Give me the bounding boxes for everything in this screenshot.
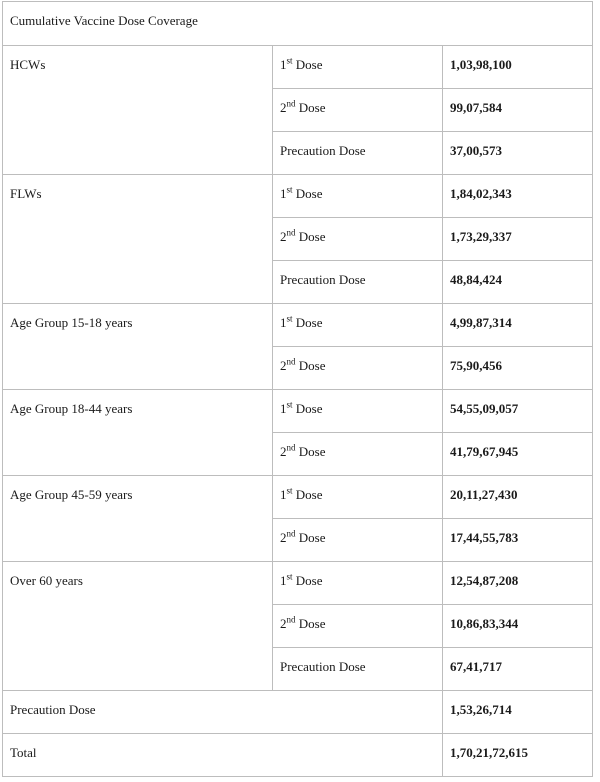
age-18-44-second-dose-value: 41,79,67,945 bbox=[443, 433, 593, 476]
precaution-total-value: 1,53,26,714 bbox=[443, 691, 593, 734]
dose-label-precaution: Precaution Dose bbox=[273, 261, 443, 304]
grand-total-value: 1,70,21,72,615 bbox=[443, 734, 593, 777]
hcws-first-dose-value: 1,03,98,100 bbox=[443, 46, 593, 89]
age-45-59-second-dose-value: 17,44,55,783 bbox=[443, 519, 593, 562]
table-title: Cumulative Vaccine Dose Coverage bbox=[3, 2, 593, 46]
precaution-total-label: Precaution Dose bbox=[3, 691, 443, 734]
table-row bbox=[3, 175, 593, 218]
dose-label-first: 1st Dose bbox=[273, 390, 443, 433]
over-60-first-dose-value: 12,54,87,208 bbox=[443, 562, 593, 605]
dose-label-second: 2nd Dose bbox=[273, 605, 443, 648]
table-row bbox=[3, 46, 593, 89]
vaccine-coverage-table bbox=[2, 1, 593, 777]
over-60-second-dose-value: 10,86,83,344 bbox=[443, 605, 593, 648]
dose-label-second: 2nd Dose bbox=[273, 433, 443, 476]
flws-second-dose-value: 1,73,29,337 bbox=[443, 218, 593, 261]
age-45-59-first-dose-value: 20,11,27,430 bbox=[443, 476, 593, 519]
dose-label-first: 1st Dose bbox=[273, 175, 443, 218]
table-row bbox=[3, 562, 593, 605]
grand-total-label: Total bbox=[3, 734, 443, 777]
group-label-over-60: Over 60 years bbox=[3, 562, 273, 691]
flws-precaution-dose-value: 48,84,424 bbox=[443, 261, 593, 304]
dose-label-precaution: Precaution Dose bbox=[273, 648, 443, 691]
age-18-44-first-dose-value: 54,55,09,057 bbox=[443, 390, 593, 433]
dose-label-first: 1st Dose bbox=[273, 304, 443, 347]
table-row bbox=[3, 390, 593, 433]
table-row bbox=[3, 734, 593, 777]
table-row bbox=[3, 304, 593, 347]
dose-label-first: 1st Dose bbox=[273, 562, 443, 605]
group-label-flws: FLWs bbox=[3, 175, 273, 304]
hcws-second-dose-value: 99,07,584 bbox=[443, 89, 593, 132]
age-15-18-second-dose-value: 75,90,456 bbox=[443, 347, 593, 390]
flws-first-dose-value: 1,84,02,343 bbox=[443, 175, 593, 218]
group-label-age-15-18: Age Group 15-18 years bbox=[3, 304, 273, 390]
dose-label-second: 2nd Dose bbox=[273, 218, 443, 261]
group-label-age-45-59: Age Group 45-59 years bbox=[3, 476, 273, 562]
dose-label-second: 2nd Dose bbox=[273, 347, 443, 390]
group-label-hcws: HCWs bbox=[3, 46, 273, 175]
age-15-18-first-dose-value: 4,99,87,314 bbox=[443, 304, 593, 347]
dose-label-first: 1st Dose bbox=[273, 476, 443, 519]
over-60-precaution-dose-value: 67,41,717 bbox=[443, 648, 593, 691]
group-label-age-18-44: Age Group 18-44 years bbox=[3, 390, 273, 476]
table-row bbox=[3, 476, 593, 519]
dose-label-second: 2nd Dose bbox=[273, 519, 443, 562]
title-row bbox=[3, 2, 593, 46]
hcws-precaution-dose-value: 37,00,573 bbox=[443, 132, 593, 175]
dose-label-second: 2nd Dose bbox=[273, 89, 443, 132]
dose-label-precaution: Precaution Dose bbox=[273, 132, 443, 175]
table-row bbox=[3, 691, 593, 734]
dose-label-first: 1st Dose bbox=[273, 46, 443, 89]
